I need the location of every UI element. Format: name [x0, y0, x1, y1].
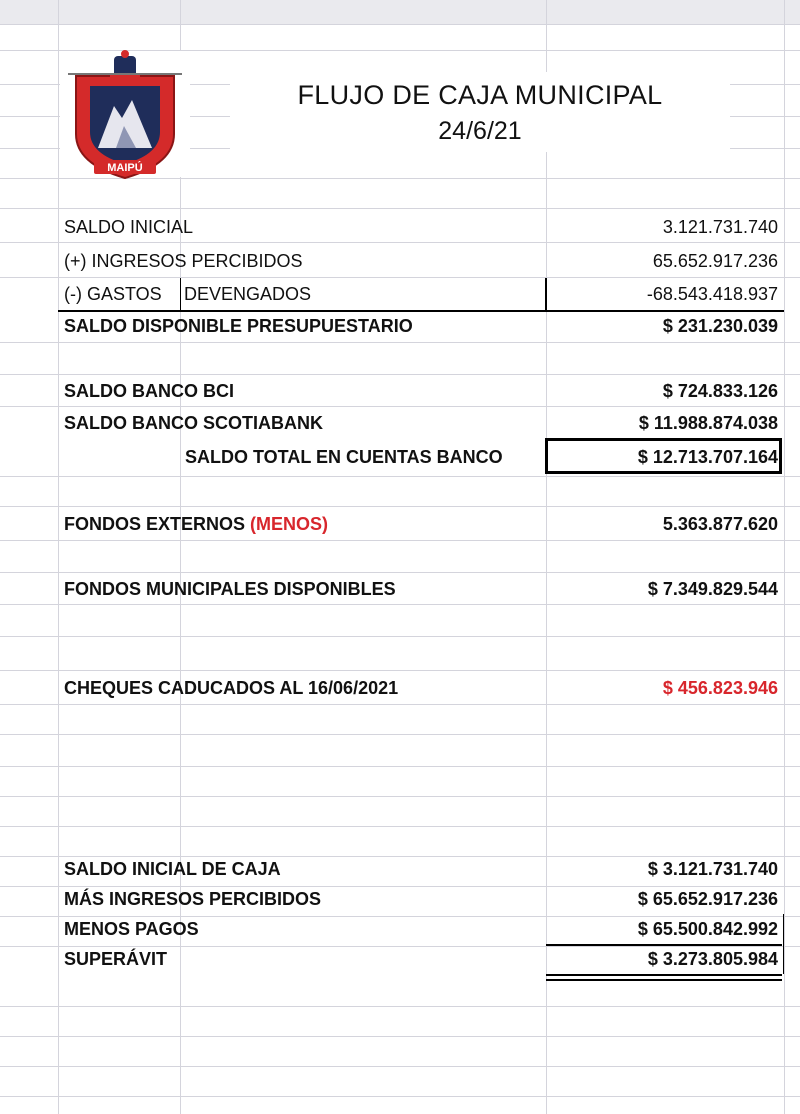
gridline — [0, 374, 800, 375]
saldo-inicial-value: 3.121.731.740 — [662, 217, 778, 237]
double-rule-bottom — [546, 979, 782, 981]
gastos-label-part2: DEVENGADOS — [184, 284, 312, 304]
fondos-municipales-value: $ 7.349.829.544 — [647, 579, 778, 599]
mas-ingresos-label: MÁS INGRESOS PERCIBIDOS — [64, 889, 322, 909]
maipu-crest-logo — [64, 48, 186, 180]
total-rule — [546, 944, 782, 946]
mas-ingresos-value: $ 65.652.917.236 — [637, 889, 778, 909]
superavit-label: SUPERÁVIT — [64, 949, 168, 969]
gridline — [0, 277, 800, 278]
cell-border — [783, 914, 784, 974]
gridline — [0, 342, 800, 343]
svg-text:MAIPÚ: MAIPÚ — [107, 162, 143, 174]
gridline — [0, 704, 800, 705]
superavit-value: $ 3.273.805.984 — [647, 949, 778, 969]
gastos-devengados-value: -68.543.418.937 — [646, 284, 778, 304]
fondos-externos-menos-note: (MENOS) — [250, 514, 329, 534]
fondos-externos-value: 5.363.877.620 — [662, 514, 778, 534]
report-date: 24/6/21 — [438, 117, 522, 145]
sheet-top-bar — [0, 0, 800, 24]
gridline — [0, 406, 800, 407]
gridline — [0, 24, 800, 25]
fondos-externos-text: FONDOS EXTERNOS — [64, 514, 246, 534]
ingresos-percibidos-label: (+) INGRESOS PERCIBIDOS — [64, 251, 303, 271]
double-rule-top — [546, 974, 782, 976]
gridline — [0, 670, 800, 671]
saldo-banco-bci-value: $ 724.833.126 — [662, 381, 778, 401]
gridline — [0, 946, 800, 947]
gridline — [0, 734, 800, 735]
gridline — [0, 1006, 800, 1007]
gridline — [0, 540, 800, 541]
gridline — [0, 856, 800, 857]
saldo-banco-scotiabank-value: $ 11.988.874.038 — [638, 413, 778, 433]
saldo-disponible-label: SALDO DISPONIBLE PRESUPUESTARIO — [64, 316, 413, 336]
menos-pagos-value: $ 65.500.842.992 — [637, 919, 778, 939]
gridline — [0, 242, 800, 243]
saldo-total-cuentas-value: $ 12.713.707.164 — [637, 447, 778, 467]
gridline-col — [546, 0, 547, 1114]
gridline — [0, 636, 800, 637]
gastos-label-part1: (-) GASTOS — [64, 284, 162, 304]
saldo-inicial-label: SALDO INICIAL — [64, 217, 194, 237]
gridline-col — [784, 0, 785, 1114]
menos-pagos-label: MENOS PAGOS — [64, 919, 199, 939]
gridline — [0, 826, 800, 827]
fondos-municipales-label: FONDOS MUNICIPALES DISPONIBLES — [64, 579, 396, 599]
gridline — [0, 572, 800, 573]
gridline — [0, 208, 800, 209]
cell-border — [180, 278, 181, 311]
ingresos-percibidos-value: 65.652.917.236 — [652, 251, 778, 271]
saldo-banco-scotiabank-label: SALDO BANCO SCOTIABANK — [64, 413, 323, 433]
saldo-inicial-caja-value: $ 3.121.731.740 — [647, 859, 778, 879]
gridline-col — [58, 0, 59, 1114]
gridline — [0, 1066, 800, 1067]
saldo-total-cuentas-label: SALDO TOTAL EN CUENTAS BANCO — [185, 447, 503, 467]
row-bottom-border — [58, 310, 784, 312]
cheques-caducados-label: CHEQUES CADUCADOS AL 16/06/2021 — [64, 678, 399, 698]
saldo-banco-bci-label: SALDO BANCO BCI — [64, 381, 234, 401]
saldo-inicial-caja-label: SALDO INICIAL DE CAJA — [64, 859, 281, 879]
gridline — [0, 796, 800, 797]
report-title: FLUJO DE CAJA MUNICIPAL — [297, 80, 663, 110]
cell-border — [545, 278, 547, 311]
gridline — [0, 476, 800, 477]
gridline — [0, 1096, 800, 1097]
cheques-caducados-value: $ 456.823.946 — [662, 678, 778, 698]
gridline — [0, 1036, 800, 1037]
saldo-disponible-value: $ 231.230.039 — [662, 316, 778, 336]
fondos-externos-label — [64, 513, 328, 535]
gridline — [0, 506, 800, 507]
gridline — [0, 766, 800, 767]
gridline — [0, 916, 800, 917]
gridline — [0, 886, 800, 887]
gridline — [0, 604, 800, 605]
